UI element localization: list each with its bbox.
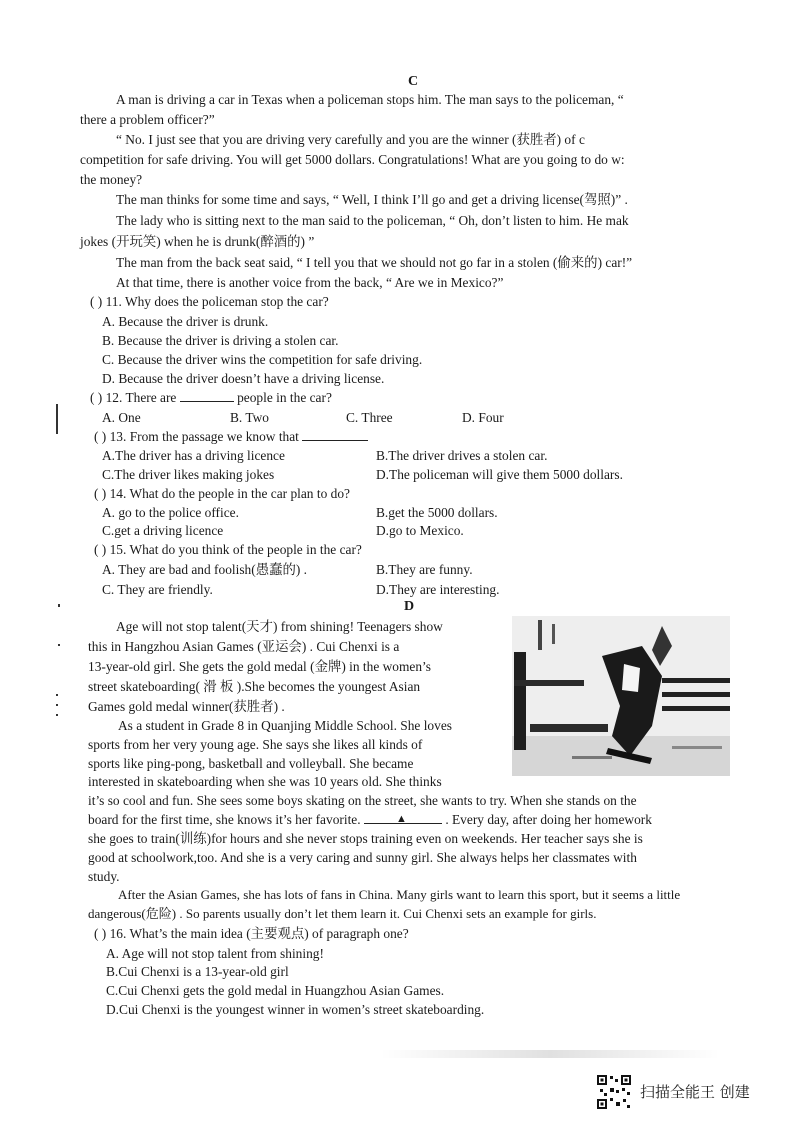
scanner-watermark: 扫描全能王 创建: [640, 1083, 750, 1101]
question-15-option-b: B.They are funny.: [376, 562, 473, 577]
scan-mark: [56, 714, 58, 716]
passage-d-line-with-blank: [88, 810, 652, 829]
triangle-icon: ▲: [395, 813, 407, 825]
question-11-option-d: D. Because the driver doesn’t have a driving license.: [102, 371, 385, 386]
question-13-option-d: D.The policeman will give them 5000 dollars.: [376, 467, 623, 482]
passage-c-line: The man from the back seat said, “ I tell you that we should not go far in a stolen (偷来的) car!”: [116, 255, 633, 270]
skateboarding-photo: [512, 616, 730, 776]
question-14-option-a: A. go to the police office.: [102, 505, 239, 520]
scan-mark: [58, 644, 60, 646]
passage-c-line: The lady who is sitting next to the man said to the policeman, “ Oh, don’t listen to him. He mak: [116, 213, 629, 228]
passage-c-line: At that time, there is another voice from the back, “ Are we in Mexico?”: [116, 275, 504, 290]
passage-d-line: sports from her very young age. She says she likes all kinds of: [88, 737, 423, 752]
question-14-stem: ( ) 14. What do the people in the car plan to do?: [94, 486, 350, 501]
passage-d-text: . Every day, after doing her homework: [445, 812, 652, 827]
section-d-title: D: [404, 599, 415, 614]
question-12-stem-end: people in the car?: [237, 390, 332, 405]
question-11-option-b: B. Because the driver is driving a stolen car.: [102, 333, 339, 348]
question-15-option-c: C. They are friendly.: [102, 582, 213, 597]
question-11-option-c: C. Because the driver wins the competition for safe driving.: [102, 352, 423, 367]
answer-blank: [302, 428, 368, 441]
passage-c-line: The man thinks for some time and says, “ Well, I think I’ll go and get a driving license(驾照)” .: [116, 192, 628, 207]
question-13-stem: [94, 427, 368, 446]
question-14-option-d: D.go to Mexico.: [376, 523, 464, 538]
passage-d-line: After the Asian Games, she has lots of fans in China. Many girls want to learn this sport, but it seems a little: [118, 887, 681, 902]
question-16-option-c: C.Cui Chenxi gets the gold medal in Huangzhou Asian Games.: [106, 983, 445, 998]
passage-d-line: study.: [88, 869, 120, 884]
passage-d-line: 13-year-old girl. She gets the gold medal (金牌) in the women’s: [88, 659, 431, 674]
question-16-option-b: B.Cui Chenxi is a 13-year-old girl: [106, 964, 289, 979]
qr-code-icon: [596, 1074, 632, 1110]
passage-d-line: Age will not stop talent(天才) from shining! Teenagers show: [116, 619, 443, 634]
answer-blank: [364, 811, 442, 824]
question-12-stem: [90, 388, 332, 407]
passage-c-line: competition for safe driving. You will get 5000 dollars. Congratulations! What are you going to do w:: [80, 152, 625, 167]
passage-d-line: Games gold medal winner(获胜者) .: [88, 699, 285, 714]
passage-d-line: As a student in Grade 8 in Quanjing Middle School. She loves: [118, 718, 452, 733]
passage-c-line: “ No. I just see that you are driving very carefully and you are the winner (获胜者) of c: [116, 132, 585, 147]
scan-mark: [56, 404, 58, 434]
scan-shadow: [380, 1050, 720, 1058]
question-12-option-a: A. One: [102, 410, 141, 425]
question-16-option-a: A. Age will not stop talent from shining!: [106, 946, 324, 961]
question-16-option-d: D.Cui Chenxi is the youngest winner in women’s street skateboarding.: [106, 1002, 485, 1017]
passage-d-line: it’s so cool and fun. She sees some boys skating on the street, she wants to try. When she stands on the: [88, 793, 637, 808]
passage-c-line: jokes (开玩笑) when he is drunk(醉酒的) ”: [80, 234, 315, 249]
scan-mark: [56, 694, 58, 696]
question-13-option-c: C.The driver likes making jokes: [102, 467, 275, 482]
question-12-option-d: D. Four: [462, 410, 504, 425]
question-11-stem: ( ) 11. Why does the policeman stop the car?: [90, 294, 329, 309]
question-16-stem: ( ) 16. What’s the main idea (主要观点) of paragraph one?: [94, 926, 409, 941]
question-14-option-c: C.get a driving licence: [102, 523, 224, 538]
question-13-stem-text: ( ) 13. From the passage we know that: [94, 429, 299, 444]
passage-c-line: there a problem officer?”: [80, 112, 215, 127]
passage-d-line: dangerous(危险) . So parents usually don’t let them learn it. Cui Chenxi sets an example for girls.: [88, 906, 597, 921]
passage-d-line: street skateboarding( 滑 板 ).She becomes the youngest Asian: [88, 679, 421, 694]
question-11-option-a: A. Because the driver is drunk.: [102, 314, 269, 329]
passage-d-line: this in Hangzhou Asian Games (亚运会) . Cui Chenxi is a: [88, 639, 400, 654]
question-15-stem: ( ) 15. What do you think of the people in the car?: [94, 542, 362, 557]
passage-c-line: A man is driving a car in Texas when a policeman stops him. The man says to the policeman, “: [116, 92, 624, 107]
question-15-option-d: D.They are interesting.: [376, 582, 500, 597]
answer-blank: [180, 389, 234, 402]
question-13-option-b: B.The driver drives a stolen car.: [376, 448, 548, 463]
question-12-stem-start: ( ) 12. There are: [90, 390, 177, 405]
passage-d-line: sports like ping-pong, basketball and volleyball. She became: [88, 756, 414, 771]
scan-mark: [58, 604, 60, 607]
scan-mark: [56, 704, 58, 706]
passage-d-text: board for the first time, she knows it’s her favorite.: [88, 812, 361, 827]
skateboarding-image: [512, 616, 730, 776]
question-12-option-b: B. Two: [230, 410, 269, 425]
question-15-option-a: A. They are bad and foolish(愚蠢的) .: [102, 562, 308, 577]
question-12-option-c: C. Three: [346, 410, 393, 425]
passage-d-line: interested in skateboarding when she was 10 years old. She thinks: [88, 774, 442, 789]
passage-d-line: good at schoolwork,too. And she is a very caring and sunny girl. She always helps her classmates with: [88, 850, 637, 865]
question-14-option-b: B.get the 5000 dollars.: [376, 505, 498, 520]
section-c-title: C: [408, 74, 419, 89]
question-13-option-a: A.The driver has a driving licence: [102, 448, 285, 463]
passage-c-line: the money?: [80, 172, 143, 187]
passage-d-line: she goes to train(训练)for hours and she never stops training even on weekends. Her teacher says she is: [88, 831, 643, 846]
